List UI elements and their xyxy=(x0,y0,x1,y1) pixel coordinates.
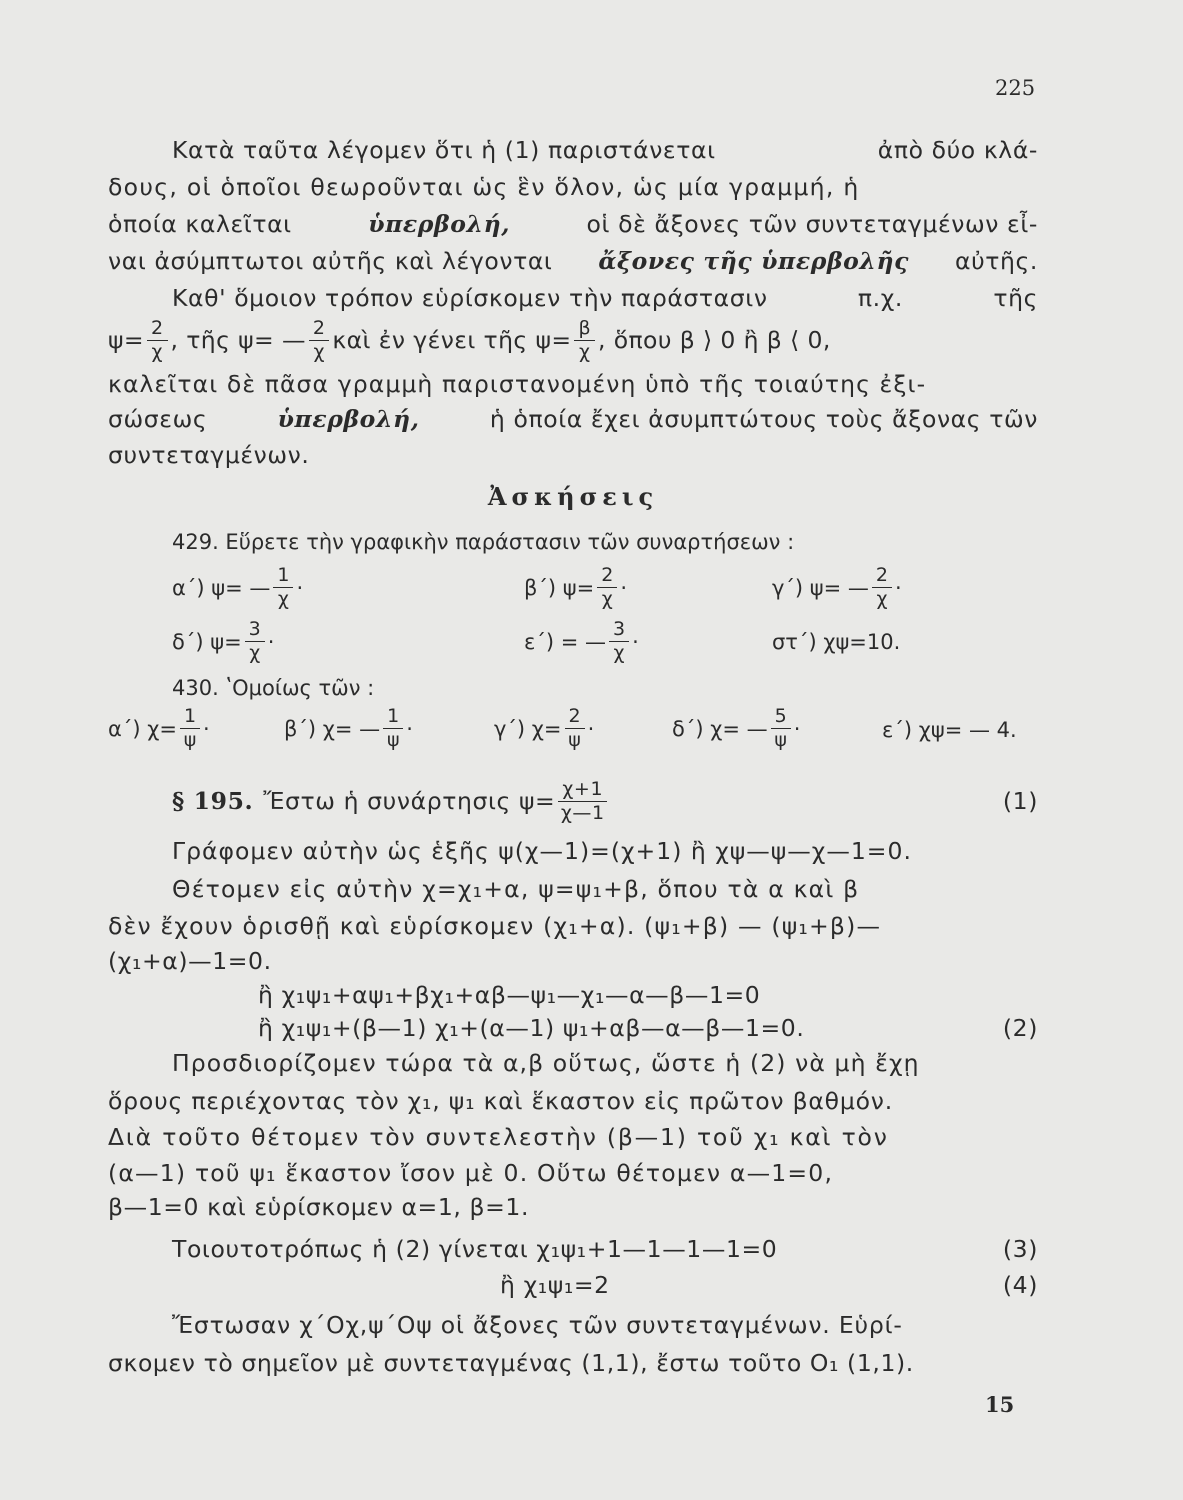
paragraph-3-line-3: δὲν ἔχουν ὁρισθῇ καὶ εὑρίσκομεν (χ₁+α). (ψ₁+β) — (ψ₁+β)— xyxy=(108,912,882,940)
paragraph-4-line-3: Διὰ τοῦτο θέτομεν τὸν συντελεστὴν (β—1) τοῦ χ₁ καὶ τὸν xyxy=(108,1123,889,1151)
text-span: Καθ' ὅμοιον τρόπον εὑρίσκομεν τὴν παράστασιν xyxy=(172,284,768,312)
exercise-430-title: 430. ʽΟμοίως τῶν : xyxy=(172,676,375,700)
exercise-429-b xyxy=(524,566,627,609)
text-span: οἱ δὲ ἄξονες τῶν συντεταγμένων εἶ- xyxy=(586,210,1038,238)
paragraph-1-line-3 xyxy=(108,209,1038,239)
text-span: , τῆς ψ= — xyxy=(170,326,306,354)
text-span: σώσεως xyxy=(108,405,208,433)
equation-b xyxy=(258,1013,1038,1043)
denominator: χ xyxy=(277,588,289,610)
item-label: β΄) χ= — xyxy=(284,716,381,741)
item-label: ε΄) χψ= — 4. xyxy=(882,718,1017,742)
paragraph-4-line-1: Προσδιορίζομεν τώρα τὰ α,β οὕτως, ὥστε ἡ (2) νὰ μὴ ἔχῃ xyxy=(172,1049,920,1077)
numerator: 1 xyxy=(180,707,200,729)
equation-tag: (2) xyxy=(1002,1014,1038,1042)
text-span: ναι ἀσύμπτωτοι αὐτῆς καὶ λέγονται xyxy=(108,247,553,275)
fraction-beta-over-x xyxy=(574,316,595,363)
numerator: 1 xyxy=(273,566,293,588)
numerator: 3 xyxy=(245,620,265,642)
item-end: · xyxy=(793,716,801,741)
item-label: γ΄) χ= xyxy=(494,716,562,741)
text-span: καὶ ἐν γένει τῆς ψ= xyxy=(332,326,572,354)
term-axes-of-hyperbola: ἄξονες τῆς ὑπερβολῆς xyxy=(598,247,910,275)
equation-tag: (3) xyxy=(1002,1235,1038,1263)
item-end: · xyxy=(895,575,902,600)
item-end: · xyxy=(620,575,627,600)
paragraph-2-line-5: συντεταγμένων. xyxy=(108,441,310,469)
exercise-429-d xyxy=(172,620,274,663)
numerator: 1 xyxy=(383,707,403,729)
exercises-heading: Ἀσκήσεις xyxy=(487,482,659,511)
numerator: 2 xyxy=(872,566,892,588)
exercise-429-c xyxy=(772,566,902,609)
section-195-line xyxy=(172,776,1038,826)
denominator: χ xyxy=(151,340,163,363)
exercise-430-a xyxy=(108,707,210,750)
exercise-429-title: 429. Εὕρετε τὴν γραφικὴν παράστασιν τῶν συναρτήσεων : xyxy=(172,530,795,554)
text-span: ὁποία καλεῖται xyxy=(108,210,292,238)
paragraph-2-line-4 xyxy=(108,404,1038,434)
text-span: Κατὰ ταῦτα λέγομεν ὅτι ἡ (1) παριστάνεται xyxy=(172,136,716,164)
denominator: χ xyxy=(313,340,325,363)
fraction xyxy=(872,566,892,609)
paragraph-5-line-2: σκομεν τὸ σημεῖον μὲ συντεταγμένας (1,1), ἔστω τοῦτο O₁ (1,1). xyxy=(108,1349,914,1377)
item-label: β΄) ψ= xyxy=(524,575,595,600)
exercise-430-c xyxy=(494,707,594,750)
text-span: ἡ ὁποία ἔχει ἀσυμπτώτους τοὺς ἄξονας τῶν xyxy=(489,405,1038,433)
exercise-429-f xyxy=(772,630,900,654)
equation-text: ἢ χ₁ψ₁+(β—1) χ₁+(α—1) ψ₁+αβ—α—β—1=0. xyxy=(258,1014,805,1042)
fraction xyxy=(180,707,200,750)
paragraph-1-line-1 xyxy=(172,135,1038,165)
denominator: χ xyxy=(613,642,625,664)
fraction xyxy=(565,707,585,750)
exercise-430-b xyxy=(284,707,413,750)
equation-text: Τοιουτοτρόπως ἡ (2) γίνεται χ₁ψ₁+1—1—1—1=0 xyxy=(172,1235,778,1263)
denominator: χ xyxy=(601,588,613,610)
page-number: 225 xyxy=(995,76,1036,100)
fraction-2-over-x xyxy=(309,316,330,363)
item-label: δ΄) χ= — xyxy=(672,716,768,741)
numerator: χ+1 xyxy=(558,780,607,802)
equation-4 xyxy=(500,1270,1038,1300)
equation-a: ἢ χ₁ψ₁+αψ₁+βχ₁+αβ—ψ₁—χ₁—α—β—1=0 xyxy=(258,981,761,1009)
fraction xyxy=(597,566,617,609)
paragraph-4-line-5: β—1=0 καὶ εὑρίσκομεν α=1, β=1. xyxy=(108,1193,530,1221)
paragraph-4-line-4: (α—1) τοῦ ψ₁ ἕκαστον ἴσον μὲ 0. Οὕτω θέτομεν α—1=0, xyxy=(108,1159,834,1187)
fraction xyxy=(383,707,403,750)
item-end: · xyxy=(632,629,639,654)
denominator: ψ xyxy=(568,729,581,751)
paragraph-2-line-1 xyxy=(172,283,1038,313)
numerator: 2 xyxy=(309,319,330,341)
text-span: αὐτῆς. xyxy=(955,247,1038,275)
paragraph-5-line-1: Ἔστωσαν χ΄Οχ,ψ΄Οψ οἱ ἄξονες τῶν συντεταγμένων. Εὑρί- xyxy=(172,1311,903,1339)
exercise-429-e xyxy=(524,620,639,663)
denominator: χ xyxy=(579,340,591,363)
item-label: α΄) ψ= — xyxy=(172,575,271,600)
term-hyperbola: ὑπερβολή, xyxy=(277,405,420,433)
fraction-x-plus-1-over-x-minus-1 xyxy=(558,777,607,824)
equation-tag: (1) xyxy=(1002,787,1038,815)
section-number: § 195. xyxy=(172,787,254,815)
fraction xyxy=(273,566,293,609)
text-span: , ὅπου β ⟩ 0 ἢ β ⟨ 0, xyxy=(597,326,831,354)
numerator: 2 xyxy=(565,707,585,729)
equation-3 xyxy=(172,1234,1038,1264)
exercise-430-e xyxy=(882,718,1017,742)
text-span: ψ= xyxy=(108,326,144,354)
fraction xyxy=(245,620,265,663)
text-span: ἀπὸ δύο κλά- xyxy=(877,136,1038,164)
denominator: ψ xyxy=(183,729,197,751)
exercise-430-d xyxy=(672,707,800,750)
item-end: · xyxy=(406,716,413,741)
footer-signature-number: 15 xyxy=(985,1392,1015,1417)
item-label: δ΄) ψ= xyxy=(172,629,242,654)
item-end: · xyxy=(587,716,595,741)
paragraph-3-line-1: Γράφομεν αὐτὴν ὡς ἑξῆς ψ(χ—1)=(χ+1) ἢ χψ—ψ—χ—1=0. xyxy=(172,837,912,865)
denominator: ψ xyxy=(386,729,400,751)
paragraph-3-line-2: Θέτομεν εἰς αὐτὴν χ=χ₁+α, ψ=ψ₁+β, ὅπου τὰ α καὶ β xyxy=(172,875,860,903)
fraction-2-over-x xyxy=(147,316,168,363)
denominator: χ—1 xyxy=(560,801,605,824)
text-span: τῆς xyxy=(993,284,1038,312)
item-label: ε΄) = — xyxy=(524,629,606,654)
numerator: 5 xyxy=(771,707,791,729)
denominator: ψ xyxy=(774,729,787,751)
item-end: · xyxy=(296,575,304,600)
term-hyperbola: ὑπερβολή, xyxy=(368,210,511,238)
equation-tag: (4) xyxy=(1002,1271,1038,1299)
numerator: 2 xyxy=(597,566,617,588)
item-label: γ΄) ψ= — xyxy=(772,575,869,600)
fraction xyxy=(609,620,629,663)
numerator: β xyxy=(574,319,595,341)
item-end: · xyxy=(267,629,275,654)
numerator: 3 xyxy=(609,620,629,642)
denominator: χ xyxy=(876,588,888,610)
exercise-429-a xyxy=(172,566,303,609)
text-span: π.χ. xyxy=(857,284,903,312)
denominator: χ xyxy=(249,642,261,664)
item-end: · xyxy=(203,716,210,741)
equation-text: ἢ χ₁ψ₁=2 xyxy=(500,1271,610,1299)
paragraph-2-line-3: καλεῖται δὲ πᾶσα γραμμὴ παριστανομένη ὑπὸ τῆς τοιαύτης ἐξι- xyxy=(108,370,927,398)
paragraph-1-line-4 xyxy=(108,246,1038,276)
fraction xyxy=(771,707,791,750)
paragraph-4-line-2: ὅρους περιέχοντας τὸν χ₁, ψ₁ καὶ ἕκαστον εἰς πρῶτον βαθμόν. xyxy=(108,1087,893,1115)
item-label: στ΄) χψ=10. xyxy=(772,630,901,654)
numerator: 2 xyxy=(147,319,168,341)
paragraph-2-equation-line xyxy=(108,314,1038,366)
text-span: Ἔστω ἡ συνάρτησις ψ= xyxy=(263,787,556,815)
paragraph-1-line-2: δους, οἱ ὁποῖοι θεωροῦνται ὡς ἓν ὅλον, ὡς μία γραμμή, ἡ xyxy=(108,173,860,201)
paragraph-3-line-4: (χ₁+α)—1=0. xyxy=(108,947,272,975)
item-label: α΄) χ= xyxy=(108,716,177,741)
